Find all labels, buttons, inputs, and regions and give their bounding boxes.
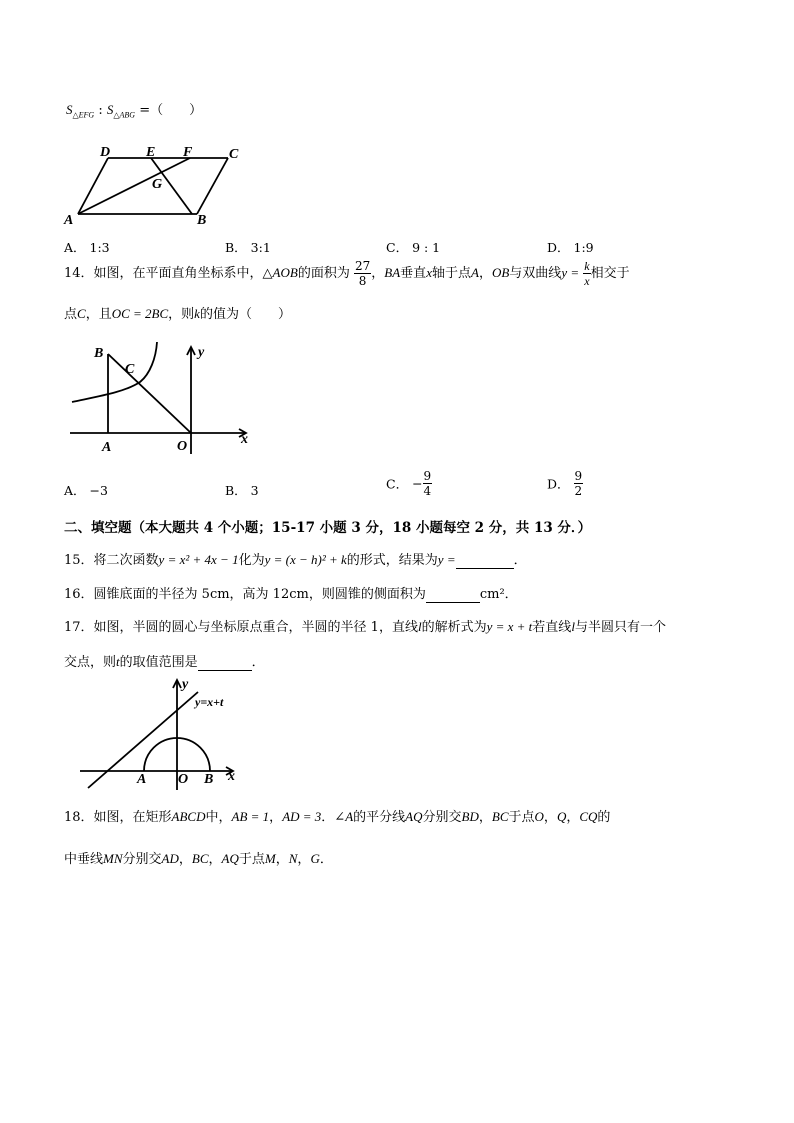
q14-label-y: y	[198, 345, 205, 360]
q17-line1: 17．如图，半圆的圆心与坐标原点重合，半圆的半径 1，直线l的解析式为y = x + t若直线l与半圆只有一个	[64, 619, 666, 635]
q14-label-b: B	[94, 346, 104, 361]
section-title: 二、填空题（本大题共 4 个小题；15-17 小题 3 分，18 小题每空 2 分，共 13 分．）	[64, 520, 592, 536]
q13-option-c: C． 9 : 1	[386, 240, 441, 255]
q13-option-b: B． 3:1	[225, 240, 271, 255]
q17-semicircle-figure	[70, 672, 260, 794]
q13-option-a: A． 1:3	[64, 240, 110, 255]
q18-line1: 18．如图，在矩形ABCD中，AB = 1，AD = 3．∠A的平分线AQ分别交BD，BC于点O，Q，CQ的	[64, 809, 611, 825]
q13-option-d: D． 1:9	[547, 240, 594, 255]
q13-tail: =（ ）	[139, 103, 203, 118]
q14-option-c: C． − $\frac{9}{4}$	[386, 469, 432, 498]
q17-label-o: O	[178, 772, 189, 787]
q14-option-d: D． $\frac{9}{2}$	[547, 469, 583, 498]
q16-line: 16．圆锥底面的半径为 5cm，高为 12cm，则圆锥的侧面积为 cm²．	[64, 587, 518, 602]
q13-sub2: △ABG	[113, 110, 136, 120]
q13-s1: S	[66, 102, 73, 117]
q14-option-b: B． 3	[225, 483, 259, 498]
q17-answer-blank[interactable]	[198, 655, 252, 671]
q13-label-e: E	[146, 145, 156, 160]
q13-stem	[66, 99, 202, 120]
q13-label-c: C	[229, 147, 239, 162]
q14-graph-figure	[60, 334, 260, 464]
q13-label-a: A	[64, 213, 74, 228]
q15-line: 15．将二次函数y = x² + 4x − 1化为y = (x − h)² + k的形式，结果为y = ．	[64, 552, 527, 568]
q13-label-b: B	[197, 213, 207, 228]
q14-label-x: x	[241, 432, 248, 447]
q17-label-a: A	[137, 772, 147, 787]
q14-line2: 点C，且OC = 2BC，则k的值为（ ）	[64, 306, 291, 322]
q14-label-a: A	[102, 440, 112, 455]
q14-area-fraction: $\frac{27}{8}$	[354, 259, 371, 288]
q17-label-line: y=x+t	[195, 695, 224, 709]
q14-label-c: C	[125, 362, 135, 377]
q13-sub1: △EFG	[72, 110, 95, 120]
q16-answer-blank[interactable]	[426, 587, 480, 603]
q17-label-x: x	[228, 769, 235, 784]
q14-k-fraction: $\frac{k}{x}$	[584, 259, 590, 288]
q15-answer-blank[interactable]	[456, 553, 514, 569]
q13-s2: S	[106, 102, 114, 117]
q17-label-b: B	[204, 772, 214, 787]
q17-line2: 交点，则t的取值范围是 ．	[64, 654, 265, 670]
q18-line2: 中垂线MN分别交AD，BC，AQ于点M，N，G．	[64, 851, 333, 867]
q17-label-y: y	[182, 677, 189, 692]
q14-label-o: O	[177, 439, 188, 454]
q14-option-a: A． −3	[64, 483, 108, 498]
q13-colon: :	[98, 103, 103, 118]
q14-line1: 14．如图，在平面直角坐标系中，△AOB的面积为 $\frac{27}{8}$ ，BA垂直x轴于点A，OB与双曲线y = $\frac{k}{x}$ 相交于	[64, 259, 630, 288]
q13-label-d: D	[100, 145, 111, 160]
q13-label-f: F	[183, 145, 193, 160]
q13-parallelogram-figure	[58, 140, 258, 230]
q13-label-g: G	[152, 177, 163, 192]
